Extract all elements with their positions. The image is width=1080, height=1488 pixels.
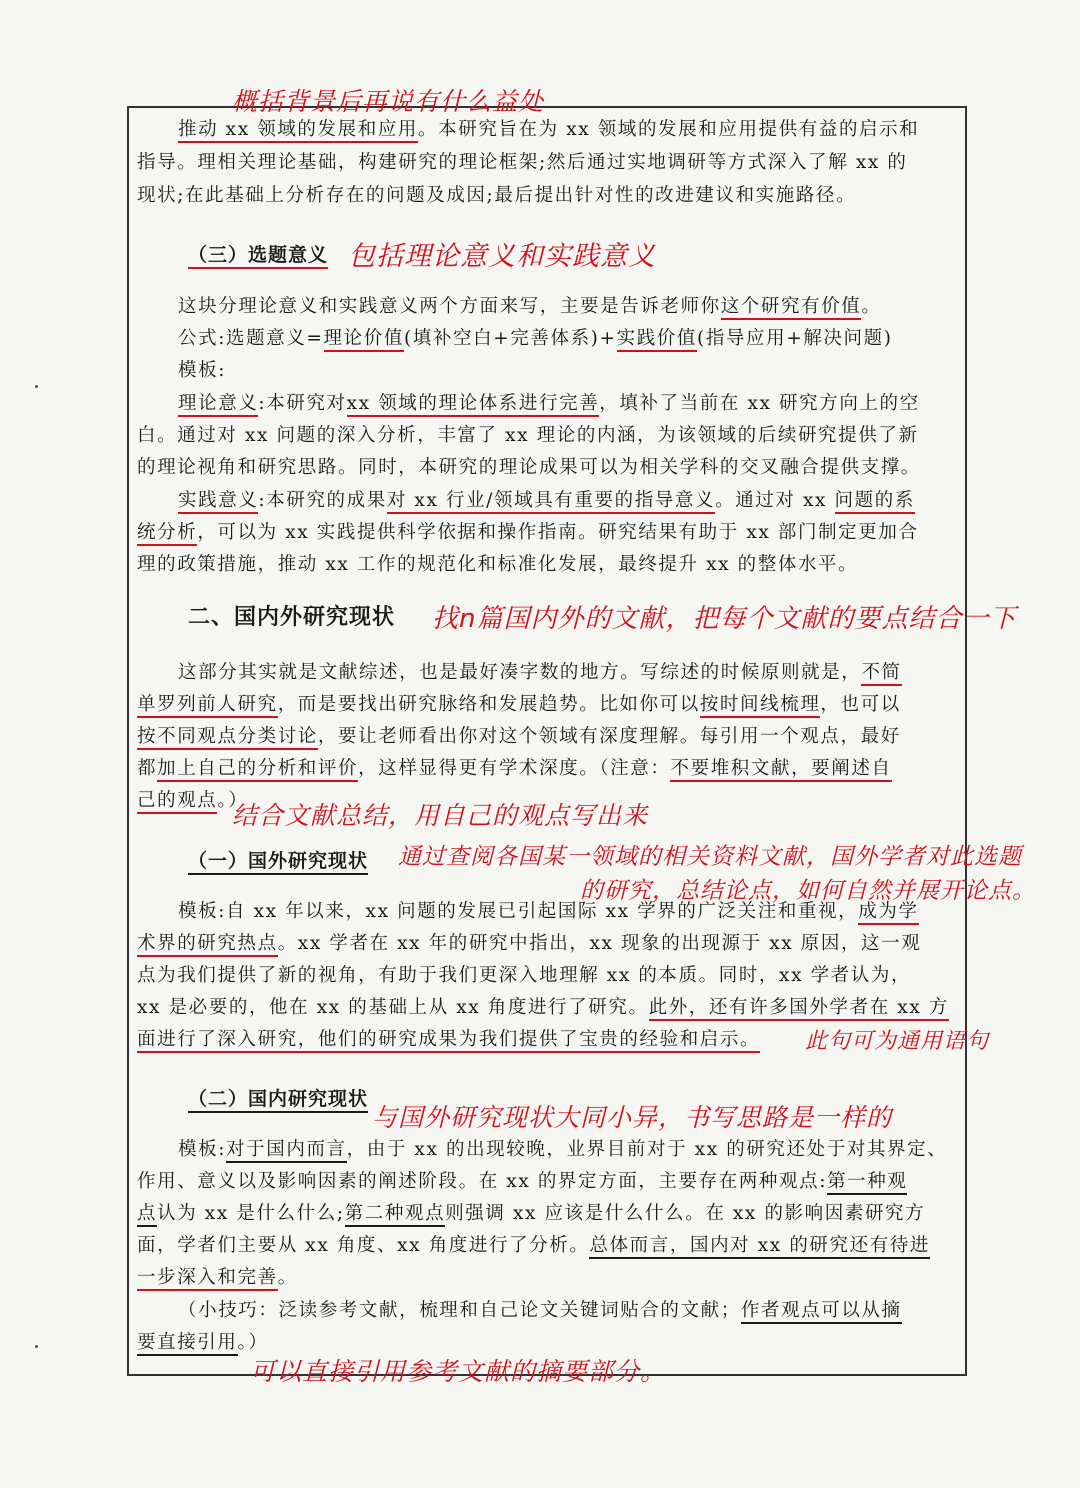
underlined-text: 推动 xx 领域的发展和应用 [178,119,418,143]
text: （小技巧：泛读参考文献，梳理和自己论文关键词贴合的文献； [178,1300,741,1321]
text: ，由于 xx 的出现较晚，业界目前对于 xx 的研究还处于对其界定、 [346,1139,948,1160]
handwritten-note: 包括理论意义和实践意义 [348,241,656,272]
text: :本研究对 [258,393,347,414]
paragraph-line [137,690,959,720]
heading-text: （三）选题意义 [188,244,328,269]
text: 这块分理论意义和实践意义两个方面来写，主要是告诉老师你 [178,296,721,317]
paragraph-line [137,929,959,959]
section-heading: 二、国内外研究现状 [188,605,396,630]
text: 。xx 学者在 xx 年的研究中指出，xx 现象的出现源于 xx 原因，这一观 [277,933,922,954]
paragraph-line: 指导。理相关理论基础，构建研究的理论框架;然后通过实地调研等方式深入了解 xx 的 [137,152,908,173]
text: 。 [277,1267,298,1288]
text: xx 是必要的，他在 xx 的基础上从 xx 角度进行了研究。 [137,997,649,1018]
paragraph-line [137,1167,959,1197]
underlined-text: 单罗列前人研究 [137,694,278,718]
underlined-text: 点 [137,1203,157,1227]
paragraph-line [178,389,959,419]
underlined-text: 此外，还有许多国外学者在 xx 方 [649,997,949,1021]
underlined-text: 按时间线梳理 [700,694,821,718]
paragraph-line [137,1199,959,1229]
paragraph-line [137,722,959,752]
underlined-text: 第一种观 [827,1171,907,1195]
text: 都 [137,758,158,779]
paragraph-line [137,1263,959,1293]
heading-text: （二）国内研究现状 [188,1088,368,1113]
paragraph-line [137,754,959,784]
text: 。） [217,790,249,811]
underlined-text: 不要堆积文献，要阐述自 [670,758,891,782]
underlined-text: 成为学 [858,901,918,925]
underlined-text: 术界的研究热点 [137,933,278,957]
paragraph-line: 现状;在此基础上分析存在的问题及成因;最后提出针对性的改进建议和实施路径。 [137,185,857,206]
text: 面，学者们主要从 xx 角度、xx 角度进行了分析。 [137,1235,590,1256]
paragraph-line: 白。通过对 xx 问题的深入分析，丰富了 xx 理论的内涵，为该领域的后续研究提供了新 [137,425,919,446]
paragraph-line [137,518,959,548]
subsection-heading [188,846,368,873]
underlined-text: 加上自己的分析和评价 [157,758,358,782]
underlined-text: 总体而言，国内对 xx 的研究还有待进 [589,1235,930,1259]
text: 。本研究旨在为 xx 领域的发展和应用提供有益的启示和 [418,119,920,140]
paragraph-line [178,1296,959,1326]
text: 则强调 xx 应该是什么什么。在 xx 的影响因素研究方 [445,1203,926,1224]
underlined-text: 这个研究有价值 [721,296,862,320]
text: 模板: [178,1139,227,1160]
underlined-text: 对于国内而言 [226,1139,347,1163]
underlined-text: 不简 [861,662,901,686]
handwritten-note: 结合文献总结，用自己的观点写出来 [232,801,649,830]
handwritten-note: 与国外研究现状大同小异，书写思路是一样的 [372,1103,893,1132]
text: ，填补了当前在 xx 研究方向上的空 [599,393,920,414]
paragraph-line [137,993,959,1023]
scan-dot [35,385,38,388]
underlined-text: 问题的系 [835,490,915,514]
heading-text: （一）国外研究现状 [188,850,368,875]
underlined-text: 理论意义 [178,393,258,417]
text: 。通过对 xx [715,490,835,511]
underlined-text: 理论价值 [324,328,404,352]
text: ，可以为 xx 实践提供科学依据和操作指南。研究结果有助于 xx 部门制定更加合 [197,522,919,543]
paragraph-line [178,292,959,322]
paragraph-line: 点为我们提供了新的视角，有助于我们更深入地理解 xx 的本质。同时，xx 学者认为， [137,965,912,986]
paragraph-line: 理的政策措施，推动 xx 工作的规范化和标准化发展，最终提升 xx 的整体水平。 [137,554,859,575]
handwritten-note: 概括背景后再说有什么益处 [232,87,545,116]
text: 公式:选题意义= [178,328,324,349]
text: 作用、意义以及影响因素的阐述阶段。在 xx 的界定方面，主要存在两种观点: [137,1171,828,1192]
text: 这部分其实就是文献综述，也是最好凑字数的地方。写综述的时候原则就是， [178,662,862,683]
paragraph-line: 模板: [178,360,227,381]
paragraph-line [178,115,959,145]
text: ，要让老师看出你对这个领域有深度理解。每引用一个观点，最好 [317,726,901,747]
underlined-text: 作者观点可以从摘 [741,1300,902,1324]
section-heading [188,240,328,267]
underlined-text: 按不同观点分类讨论 [137,726,318,750]
text: ，这样显得更有学术深度。（注意： [358,758,671,779]
text: (指导应用+解决问题) [697,328,893,349]
text: :本研究的成果 [258,490,387,511]
paragraph-line [178,324,959,354]
text: 。） [237,1332,269,1353]
underlined-text: 统分析 [137,522,197,546]
paragraph-line [178,1135,959,1165]
text: ，而是要找出研究脉络和发展趋势。比如你可以 [277,694,700,715]
underlined-text: 实践价值 [617,328,697,352]
underlined-text: 一步深入和完善 [137,1267,278,1291]
scan-dot [35,1345,38,1348]
paragraph-line [178,897,959,927]
text: 模板:自 xx 年以来，xx 问题的发展已引起国际 xx 学界的广泛关注和重视， [178,901,859,922]
paragraph-line [137,1231,959,1261]
text: ，也可以 [820,694,901,715]
underlined-text: 第二种观点 [345,1203,446,1227]
underlined-text: 己的观点 [137,790,217,814]
underlined-text: 要直接引用 [137,1332,238,1356]
handwritten-note: 找n篇国内外的文献，把每个文献的要点结合一下 [432,604,1017,634]
paragraph-line: 的理论视角和研究思路。同时，本研究的理论成果可以为相关学科的交叉融合提供支撑。 [137,457,921,478]
text: 。 [861,296,882,317]
underlined-text: 面进行了深入研究，他们的研究成果为我们提供了宝贵的经验和启示。 [137,1029,760,1053]
text: (填补空白+完善体系)+ [403,328,617,349]
text: 认为 xx 是什么什么; [157,1203,345,1224]
subsection-heading [188,1084,368,1111]
handwritten-note: 通过查阅各国某一领域的相关资料文献，国外学者对此选题 [398,844,1022,870]
paragraph-line [178,486,959,516]
paragraph-line [178,658,959,688]
handwritten-note: 的研究，总结论点，如何自然并展开论点。 [580,878,1036,904]
underlined-text: xx 领域的理论体系进行完善 [347,393,600,417]
underlined-text: 实践意义 [178,490,258,514]
handwritten-note: 此句可为通用语句 [805,1029,990,1054]
handwritten-note: 可以直接引用参考文献的摘要部分。 [250,1357,667,1386]
underlined-text: 对 xx 行业/领域具有重要的指导意义 [387,490,715,514]
